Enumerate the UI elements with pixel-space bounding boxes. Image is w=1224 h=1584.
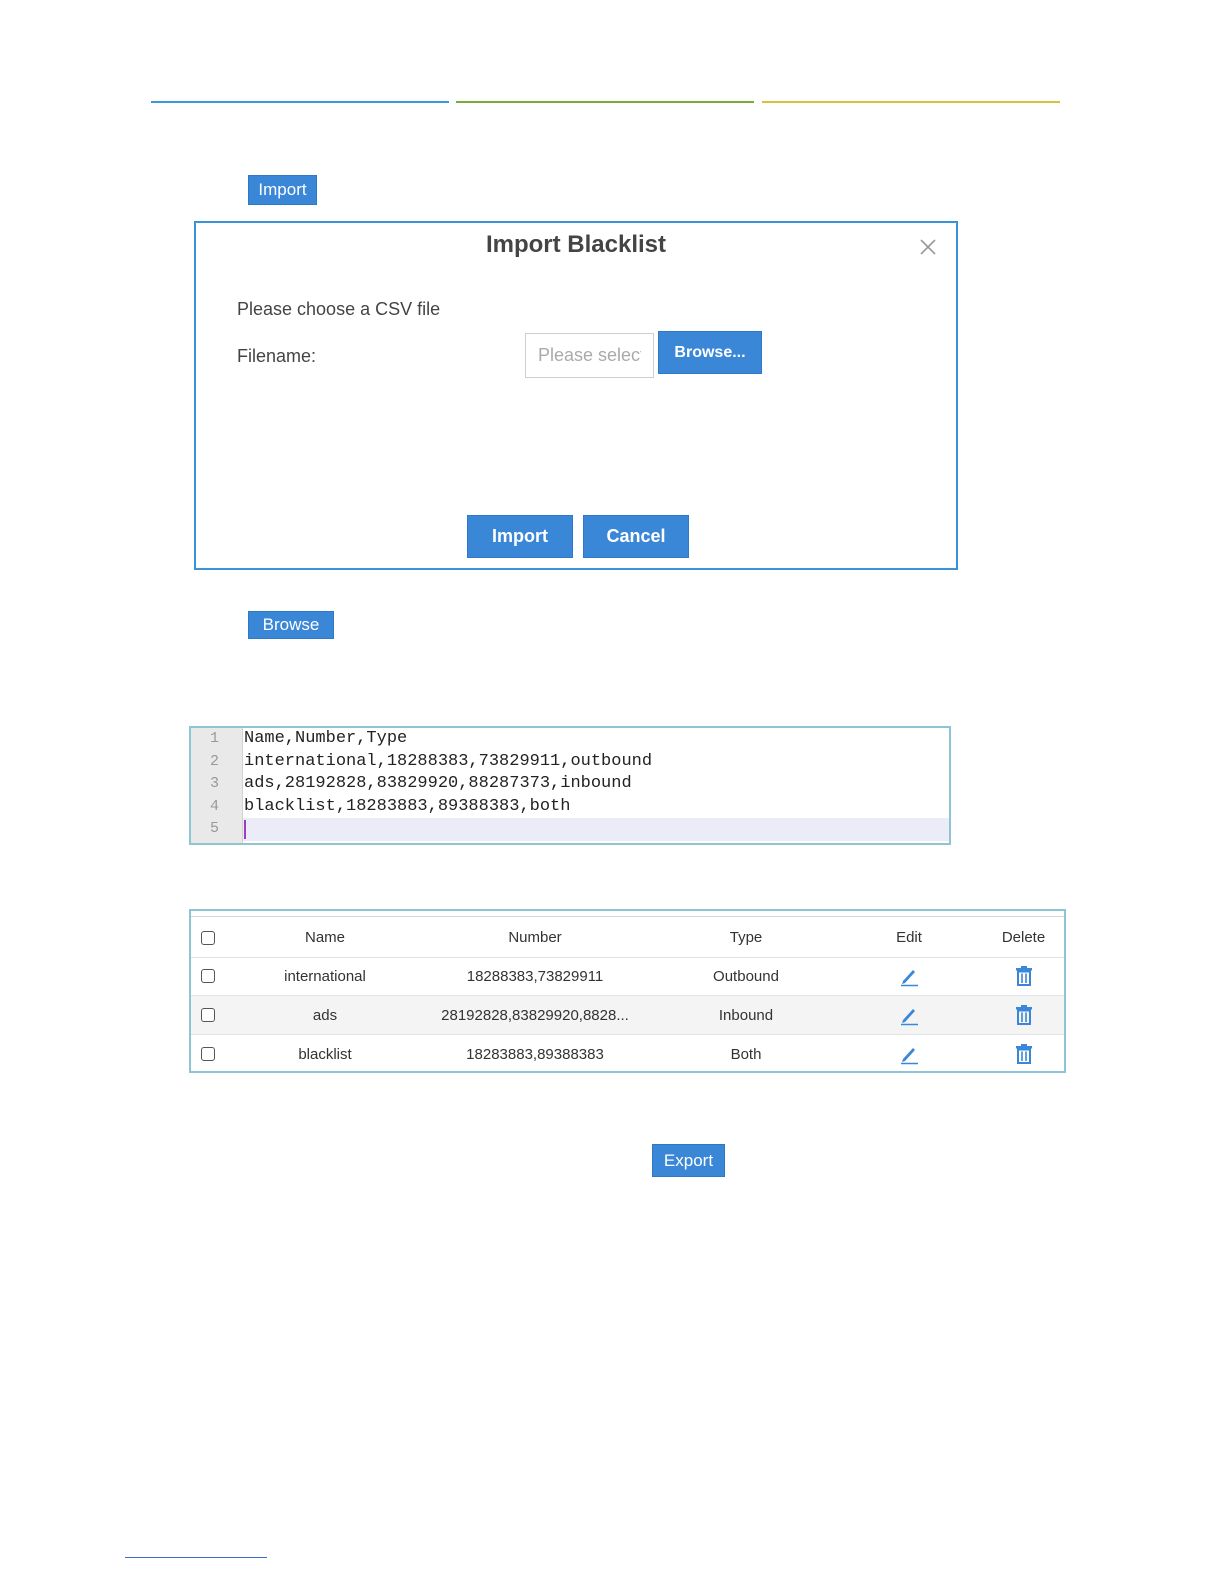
trash-icon[interactable] bbox=[1015, 1004, 1033, 1026]
dialog-title: Import Blacklist bbox=[485, 231, 667, 258]
delete-cell bbox=[986, 957, 1061, 995]
trash-icon[interactable] bbox=[1015, 965, 1033, 987]
pencil-icon[interactable] bbox=[898, 1004, 920, 1026]
row-number: 18288383,73829911 bbox=[466, 967, 604, 985]
table-top-rule bbox=[191, 916, 1064, 917]
line-number: 1 bbox=[209, 730, 219, 747]
column-header-edit: Edit bbox=[896, 929, 922, 946]
line-number: 2 bbox=[209, 752, 219, 770]
header-rule-blue bbox=[151, 101, 449, 103]
browse-button[interactable]: Browse... bbox=[658, 331, 762, 374]
delete-cell bbox=[986, 996, 1061, 1034]
line-text: Name,Number,Type bbox=[244, 729, 408, 748]
active-code-line bbox=[243, 818, 949, 841]
row-name: international bbox=[284, 967, 366, 985]
code-line bbox=[191, 751, 949, 774]
header-rule-green bbox=[456, 101, 754, 103]
row-checkbox[interactable] bbox=[201, 1008, 215, 1022]
close-icon[interactable] bbox=[917, 236, 939, 258]
blacklist-table bbox=[189, 909, 1066, 1073]
row-name: ads bbox=[312, 1006, 338, 1024]
row-checkbox[interactable] bbox=[201, 1047, 215, 1061]
line-text: blacklist,18283883,89388383,both bbox=[244, 796, 571, 816]
code-line bbox=[191, 818, 242, 841]
choose-csv-instruction: Please choose a CSV file bbox=[237, 299, 441, 319]
select-all-checkbox[interactable] bbox=[201, 931, 215, 945]
line-number: 5 bbox=[209, 820, 219, 837]
row-select-cell bbox=[191, 1035, 225, 1073]
line-number: 4 bbox=[209, 797, 219, 815]
row-number: 18283883,89388383 bbox=[466, 1045, 604, 1063]
inline-browse-button[interactable]: Browse bbox=[248, 611, 334, 639]
row-name: blacklist bbox=[298, 1045, 352, 1063]
inline-export-button[interactable]: Export bbox=[652, 1144, 725, 1177]
edit-cell bbox=[869, 957, 949, 995]
line-text: international,18288383,73829911,outbound bbox=[244, 751, 653, 771]
table-row bbox=[191, 996, 1064, 1035]
code-line bbox=[191, 796, 949, 819]
table-row bbox=[191, 957, 1064, 996]
pencil-icon[interactable] bbox=[898, 1043, 920, 1065]
text-cursor bbox=[244, 820, 246, 839]
footer-rule bbox=[125, 1557, 267, 1558]
csv-code-editor[interactable] bbox=[189, 726, 951, 845]
filename-input[interactable] bbox=[525, 333, 654, 378]
filename-label: Filename: bbox=[237, 346, 317, 366]
column-header-type[interactable]: Type bbox=[729, 929, 763, 946]
import-blacklist-dialog bbox=[194, 221, 958, 570]
line-text: ads,28192828,83829920,88287373,inbound bbox=[244, 774, 632, 793]
row-number: 28192828,83829920,8828... bbox=[441, 1006, 629, 1024]
code-line bbox=[191, 773, 949, 796]
header-rule-yellow bbox=[762, 101, 1060, 103]
row-select-cell bbox=[191, 957, 225, 995]
inline-import-button[interactable]: Import bbox=[248, 175, 317, 205]
dialog-cancel-button[interactable]: Cancel bbox=[583, 515, 689, 558]
trash-icon[interactable] bbox=[1015, 1043, 1033, 1065]
row-type: Both bbox=[730, 1045, 762, 1063]
row-type: Outbound bbox=[713, 967, 779, 985]
column-header-number[interactable]: Number bbox=[508, 929, 562, 946]
line-number: 3 bbox=[209, 775, 219, 792]
dialog-import-button[interactable]: Import bbox=[467, 515, 573, 558]
column-header-name[interactable]: Name bbox=[304, 929, 345, 946]
table-header-row bbox=[191, 918, 1064, 958]
row-type: Inbound bbox=[718, 1006, 774, 1024]
table-row bbox=[191, 1035, 1064, 1073]
pencil-icon[interactable] bbox=[898, 965, 920, 987]
code-line bbox=[191, 728, 949, 751]
edit-cell bbox=[869, 996, 949, 1034]
edit-cell bbox=[869, 1035, 949, 1073]
row-select-cell bbox=[191, 996, 225, 1034]
select-all-cell bbox=[191, 918, 225, 957]
delete-cell bbox=[986, 1035, 1061, 1073]
column-header-delete: Delete bbox=[1001, 929, 1046, 946]
row-checkbox[interactable] bbox=[201, 969, 215, 983]
